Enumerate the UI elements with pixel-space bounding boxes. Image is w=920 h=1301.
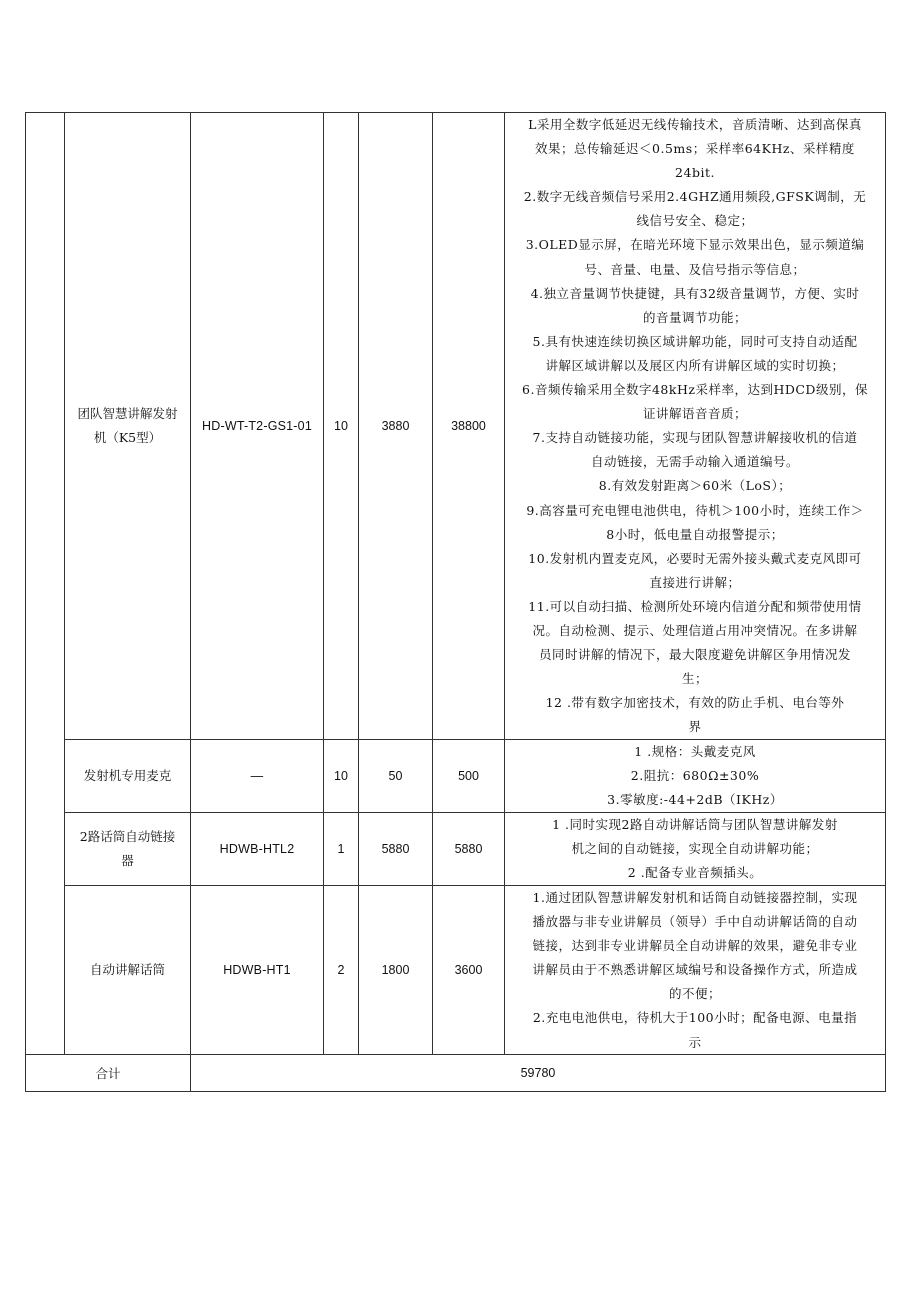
- line-total-cell: 500: [433, 740, 505, 813]
- item-name-line: 2路话筒自动链接: [79, 829, 176, 844]
- quantity-cell: 10: [324, 113, 359, 740]
- spec-text: [505, 886, 885, 1054]
- spec-line: 机之间的自动链接，实现全自动讲解功能；: [571, 841, 819, 856]
- spec-line: 6.音频传输采用全数字48kHz采样率，达到HDCD级别，保: [522, 382, 868, 398]
- spec-line: 8小时，低电量自动报警提示；: [606, 526, 784, 542]
- spec-line: 链接，达到非专业讲解员全自动讲解的效果，避免非专业: [532, 938, 858, 954]
- item-name-line: 自动讲解话筒: [89, 962, 165, 977]
- item-name-cell: [65, 113, 191, 740]
- model-cell: HD-WT-T2-GS1-01: [191, 113, 324, 740]
- item-name-cell: [65, 886, 191, 1055]
- equipment-quote-table: [25, 112, 886, 1092]
- total-label-cell: 合计: [26, 1055, 191, 1092]
- spec-line: 播放器与非专业讲解员（领导）手中自动讲解话筒的自动: [532, 914, 858, 930]
- item-name-line: 机（K5型）: [93, 430, 162, 445]
- spec-line: 12 .带有数字加密技术，有效的防止手机、电台等外: [545, 695, 845, 711]
- unit-price-cell: 5880: [359, 813, 433, 886]
- table-row: [26, 813, 886, 886]
- table-row: [26, 113, 886, 740]
- line-total-cell: 38800: [433, 113, 505, 740]
- spec-line: 号、音量、电量、及信号指示等信息；: [584, 261, 806, 277]
- spec-line: 2.阻抗：680Ω±30%: [630, 768, 760, 783]
- unit-price-cell: 50: [359, 740, 433, 813]
- spec-line: 1 .同时实现2路自动讲解话筒与团队智慧讲解发射: [552, 817, 838, 832]
- spec-line: 3.OLED显示屏，在暗光环境下显示效果出色，显示频道编: [525, 237, 865, 253]
- spec-line: 自动链接，无需手动输入通道编号。: [590, 454, 799, 470]
- spec-line: 讲解区域讲解以及展区内所有讲解区域的实时切换；: [545, 357, 845, 373]
- spec-line: 效果；总传输延迟＜0.5ms；采样率64KHz、采样精度: [535, 141, 855, 157]
- item-name-cell: [65, 740, 191, 813]
- grand-total-cell: 59780: [191, 1055, 886, 1092]
- quantity-cell: 1: [324, 813, 359, 886]
- spec-line: 直接进行讲解；: [649, 574, 741, 590]
- item-name-line: 发射机专用麦克: [83, 768, 172, 783]
- spec-line: 的音量调节功能；: [642, 309, 747, 325]
- model-cell: HDWB-HTL2: [191, 813, 324, 886]
- spec-line: 9.高容量可充电锂电池供电，待机＞100小时，连续工作＞: [526, 502, 864, 518]
- spec-line: L采用全数字低延迟无线传输技术，音质清晰、达到高保真: [528, 117, 862, 132]
- spec-line: 界: [688, 719, 702, 735]
- spec-cell: [505, 886, 886, 1055]
- line-total-cell: 3600: [433, 886, 505, 1055]
- spec-line: 7.支持自动链接功能，实现与团队智慧讲解接收机的信道: [532, 430, 858, 446]
- item-name-cell: [65, 813, 191, 886]
- quantity-cell: 2: [324, 886, 359, 1055]
- spec-line: 3.零敏度:-44+2dB（IKHz）: [607, 792, 783, 807]
- spec-line: 示: [688, 1034, 702, 1050]
- unit-price-cell: 1800: [359, 886, 433, 1055]
- quantity-cell: 10: [324, 740, 359, 813]
- spec-line: 2.充电电池供电，待机大于100小时；配备电源、电量指: [532, 1010, 858, 1026]
- spec-line: 10.发射机内置麦克风，必要时无需外接头戴式麦克风即可: [528, 550, 862, 566]
- spec-line: 况。自动检测、提示、处理信道占用冲突情况。在多讲解: [532, 622, 858, 638]
- spec-line: 1.通过团队智慧讲解发射机和话筒自动链接器控制，实现: [532, 890, 858, 905]
- spec-cell: [505, 813, 886, 886]
- spec-line: 的不便；: [668, 986, 721, 1002]
- spec-text: [505, 740, 885, 812]
- line-total-cell: 5880: [433, 813, 505, 886]
- spec-text: [505, 113, 885, 739]
- item-name-line: 团队智慧讲解发射: [77, 406, 178, 421]
- unit-price-cell: 3880: [359, 113, 433, 740]
- spec-cell: [505, 113, 886, 740]
- spec-line: 8.有效发射距离＞60米（LoS）；: [598, 478, 792, 494]
- spec-line: 线信号安全、稳定；: [636, 213, 754, 229]
- spec-line: 1 .规格：头戴麦克风: [634, 744, 756, 759]
- spec-line: 2 .配备专业音频插头。: [627, 865, 763, 880]
- model-cell: —: [191, 740, 324, 813]
- spec-line: 证讲解语音音质；: [642, 406, 747, 422]
- table-row-total: [26, 1055, 886, 1092]
- table-row: [26, 740, 886, 813]
- spec-line: 生；: [681, 671, 708, 687]
- index-cell: [26, 113, 65, 1055]
- spec-line: 讲解员由于不熟悉讲解区域编号和设备操作方式，所造成: [532, 962, 858, 978]
- spec-line: 4.独立音量调节快捷键，具有32级音量调节，方便、实时: [530, 285, 860, 301]
- spec-line: 员同时讲解的情况下，最大限度避免讲解区争用情况发: [538, 647, 851, 663]
- item-name-line: 器: [121, 853, 134, 868]
- spec-line: 24bit.: [675, 165, 715, 181]
- model-cell: HDWB-HT1: [191, 886, 324, 1055]
- spec-text: [505, 813, 885, 885]
- spec-line: 5.具有快速连续切换区域讲解功能，同时可支持自动适配: [532, 333, 858, 349]
- table-row: [26, 886, 886, 1055]
- spec-line: 2.数字无线音频信号采用2.4GHZ通用频段,GFSK调制，无: [523, 189, 867, 205]
- spec-line: 11.可以自动扫描、检测所处环境内信道分配和频带使用情: [528, 598, 862, 614]
- spec-cell: [505, 740, 886, 813]
